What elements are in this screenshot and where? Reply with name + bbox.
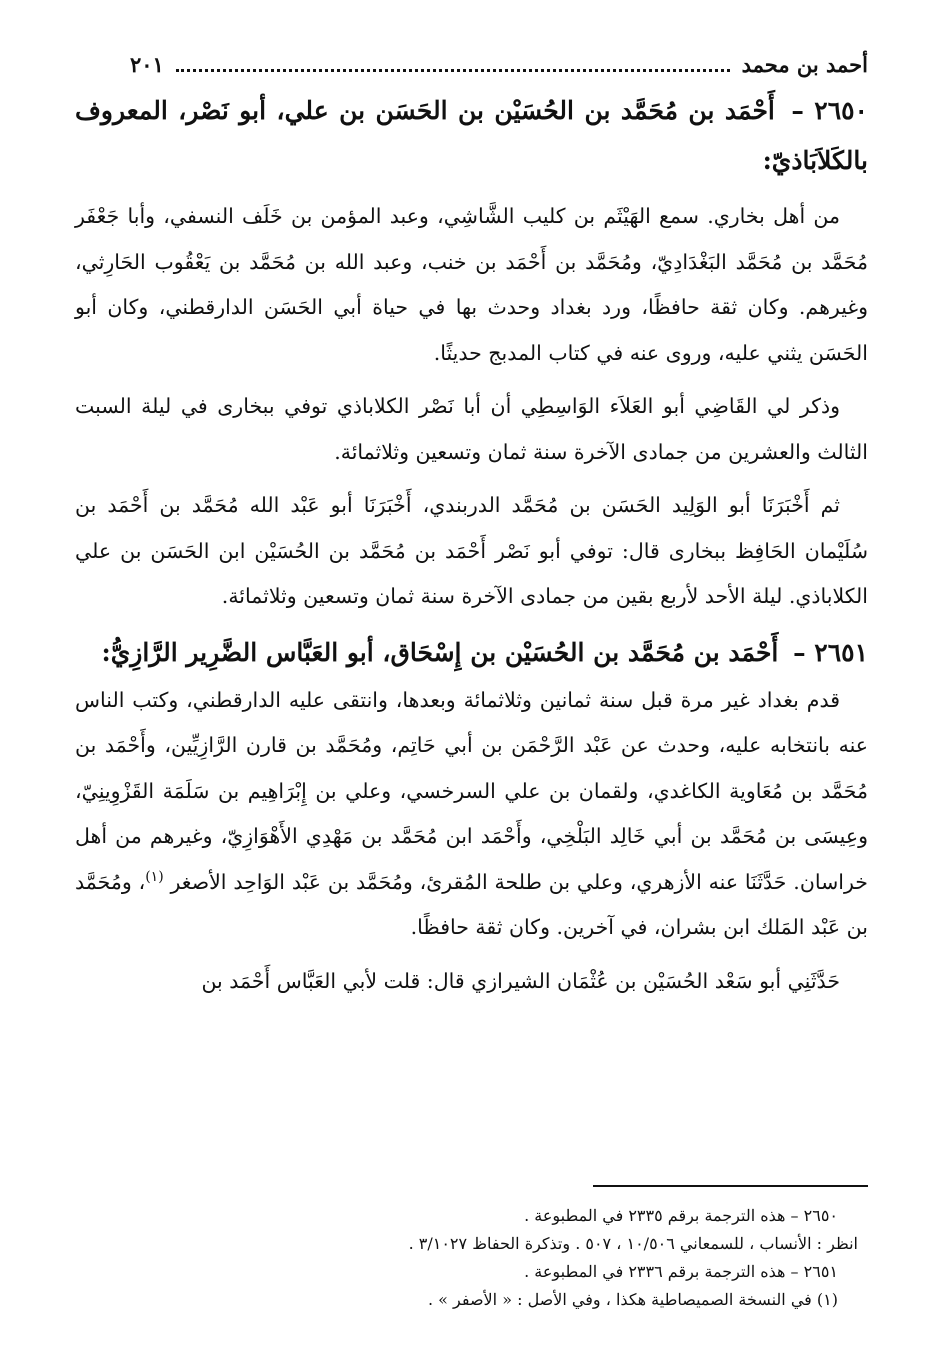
paragraph-text-tail: ، ومُحَمَّد بن عَبْد المَلك ابن بشران، في آخرين. وكان ثقة حافظًا. [75, 869, 868, 939]
footnote: انظر : الأنساب ، للسمعاني ١٠/٥٠٦ ، ٥٠٧ . وتذكرة الحفاظ ٣/١٠٢٧ . [408, 1234, 858, 1253]
paragraph: ثم أَخْبَرَنَا أبو الوَلِيد الحَسَن بن مُحَمَّد الدربندي، أَخْبَرَنَا أبو عَبْد الله مُحَمَّد بن أَحْمَد بن سُلَيْمان الحَافِظ ببخارى قال: توفي أبو نَصْر أَحْمَد بن مُحَمَّد بن الحُسَيْن ابن الحَسَن بن علي الكلاباذي. ليلة الأحد لأربع بقين من جمادى الآخرة سنة ثمان وتسعين وثلاثمائة. [75, 493, 868, 608]
footnote-separator [593, 1185, 868, 1187]
header-dot-leader [176, 69, 730, 72]
entry-number: ٢٦٥٠ – [791, 96, 868, 125]
paragraph: من أهل بخاري. سمع الهَيْثَم بن كليب الشَّاشِي، وعبد المؤمن بن خَلَف النسفي، وأبا جَعْفَر مُحَمَّد بن مُحَمَّد البَغْدَادِيّ، ومُحَمَّد بن أَحْمَد بن خنب، وعبد الله بن مُحَمَّد بن يَعْقُوب الحَارِثي، وغيرهم. وكان ثقة حافظًا، ورد بغداد وحدث بها في حياة أبي الحَسَن الدارقطني، وكان أبو الحَسَن يثني عليه، وروى عنه في كتاب المدبج حديثًا. [75, 204, 868, 365]
page-number: ٢٠١ [130, 51, 164, 77]
paragraph [75, 678, 868, 951]
entry-heading: أَحْمَد بن مُحَمَّد بن الحُسَيْن بن إِسْحَاق، أبو العَبَّاس الضَّرِير الرَّازِيُّ: [101, 637, 779, 667]
footnote: ٢٦٥٠ – هذه الترجمة برقم ٢٣٣٥ في المطبوعة . [524, 1206, 838, 1225]
entry-heading: أَحْمَد بن مُحَمَّد بن الحُسَيْن بن الحَسَن بن علي، أبو نَصْر، المعروف بالكَلاَبَاذيّ: [75, 96, 868, 175]
paragraph: حَدَّثَنِي أبو سَعْد الحُسَيْن بن عُثْمَان الشيرازي قال: قلت لأبي العَبَّاس أَحْمَد بن [201, 968, 840, 993]
paragraph: وذكر لي القَاضِي أبو العَلاَء الوَاسِطِي أن أبا نَصْر الكلاباذي توفي ببخارى في ليلة السبت الثالث والعشرين من جمادى الآخرة سنة ثمان وتسعين وثلاثمائة. [75, 394, 868, 464]
paragraph-text: قدم بغداد غير مرة قبل سنة ثمانين وثلاثمائة وبعدها، وانتقى عليه الدارقطني، وكتب الناس عنه بانتخابه عليه، وحدث عن عَبْد الرَّحْمَن بن أبي حَاتِم، ومُحَمَّد بن قارن الرَّازِيِّين، وأَحْمَد بن مُحَمَّد بن مُعَاوية الكاغدي، ولقمان بن علي السرخسي، وعلي بن إِبْرَاهِيم بن سَلَمَة القَزْوِينِيّ، وعِيسَى بن مُحَمَّد بن أبي خَالِد البَلْخِي، وأَحْمَد ابن مُحَمَّد بن مَهْدِي الأَهْوَازِيّ، وغيرهم من أهل خراسان. حَدَّثَنَا عنه الأزهري، وعلي بن طلحة المُقرئ، ومُحَمَّد بن عَبْد الوَاحِد الأصغر [75, 687, 868, 894]
entry-number: ٢٦٥١ – [793, 637, 868, 667]
running-title: أحمد بن محمد [741, 51, 868, 77]
footnotes [150, 1202, 858, 1314]
main-text [75, 86, 868, 1004]
entry-title-2650 [75, 86, 868, 186]
footnote: (١) في النسخة الصميصاطية هكذا ، وفي الأصل : « الأصفر » . [428, 1290, 838, 1309]
footnote: ٢٦٥١ – هذه الترجمة برقم ٢٣٣٦ في المطبوعة . [524, 1262, 838, 1281]
running-header [130, 48, 868, 80]
entry-title-2651 [75, 628, 868, 678]
footnote-marker: (١) [145, 868, 164, 885]
